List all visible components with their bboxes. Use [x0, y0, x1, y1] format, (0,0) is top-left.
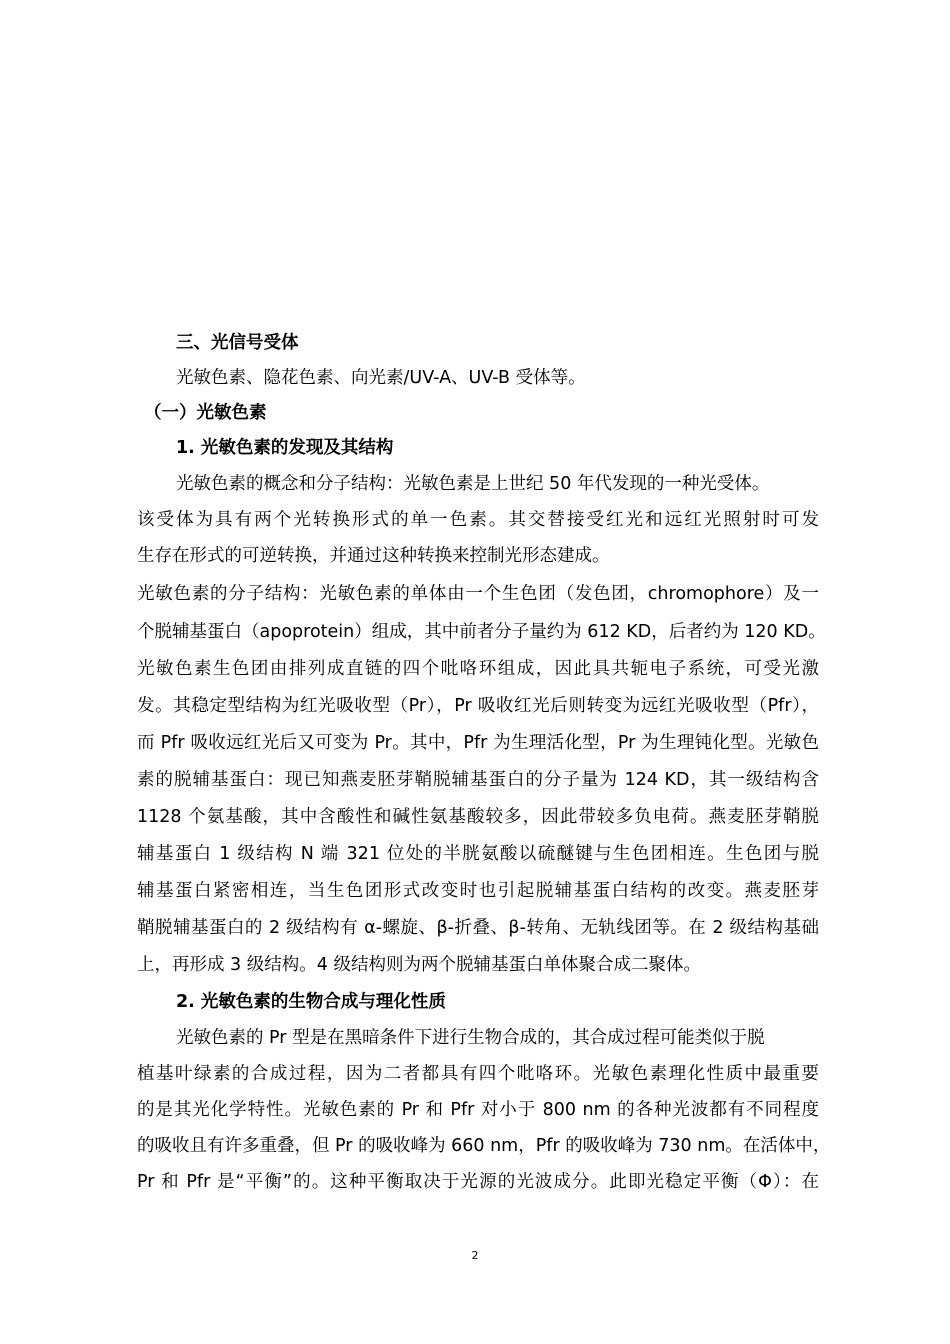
paragraph-line: 光敏色素的 Pr 型是在黑暗条件下进行生物合成的，其合成过程可能类似于脱: [176, 1028, 765, 1048]
heading-biosynthesis-properties: 2. 光敏色素的生物合成与理化性质: [176, 992, 446, 1012]
subsection-heading: （一）光敏色素: [144, 403, 267, 423]
paragraph-line: 1128 个氨基酸，其中含酸性和碱性氨基酸较多，因此带较多负电荷。燕麦胚芽鞘脱: [137, 807, 819, 827]
heading-discovery-structure: 1. 光敏色素的发现及其结构: [176, 438, 394, 458]
paragraph-line: Pr 和 Pfr 是“平衡”的。这种平衡取决于光源的光波成分。此即光稳定平衡（Φ）：在: [137, 1172, 819, 1192]
paragraph-line: 辅基蛋白 1 级结构 N 端 321 位处的半胱氨酸以硫醚键与生色团相连。生色团与脱: [137, 844, 819, 864]
paragraph-line: 光敏色素的分子结构：光敏色素的单体由一个生色团（发色团，chromophore）及一: [137, 584, 819, 604]
paragraph-line: 素的脱辅基蛋白：现已知燕麦胚芽鞘脱辅基蛋白的分子量为 124 KD，其一级结构含: [137, 770, 819, 790]
paragraph-line: 发。其稳定型结构为红光吸收型（Pr），Pr 吸收红光后则转变为远红光吸收型（Pfr），: [137, 696, 819, 716]
intro-text: 光敏色素、隐花色素、向光素/UV-A、UV-B 受体等。: [176, 368, 586, 388]
page-number: 2: [471, 1249, 479, 1262]
paragraph-line: 鞘脱辅基蛋白的 2 级结构有 α-螺旋、β-折叠、β-转角、无轨线团等。在 2 级结构基础: [137, 918, 819, 938]
paragraph-line: 的吸收且有许多重叠，但 Pr 的吸收峰为 660 nm，Pfr 的吸收峰为 730 nm。在活体中，: [137, 1136, 831, 1156]
paragraph-line: 而 Pfr 吸收远红光后又可变为 Pr。其中，Pfr 为生理活化型，Pr 为生理钝化型。光敏色: [137, 733, 819, 753]
paragraph-line: 光敏色素生色团由排列成直链的四个吡咯环组成，因此具共轭电子系统，可受光激: [137, 659, 819, 679]
paragraph-line: 辅基蛋白紧密相连，当生色团形式改变时也引起脱辅基蛋白结构的改变。燕麦胚芽: [137, 881, 819, 901]
paragraph-line: 的是其光化学特性。光敏色素的 Pr 和 Pfr 对小于 800 nm 的各种光波都有不同程度: [137, 1100, 819, 1120]
paragraph-line: 个脱辅基蛋白（apoprotein）组成，其中前者分子量约为 612 KD，后者约为 120 KD。: [137, 622, 826, 642]
paragraph-line: 光敏色素的概念和分子结构：光敏色素是上世纪 50 年代发现的一种光受体。: [176, 474, 770, 494]
paragraph-line: 生存在形式的可逆转换，并通过这种转换来控制光形态建成。: [137, 546, 610, 566]
paragraph-line: 上，再形成 3 级结构。4 级结构则为两个脱辅基蛋白单体聚合成二聚体。: [137, 955, 701, 975]
paragraph-line: 该受体为具有两个光转换形式的单一色素。其交替接受红光和远红光照射时可发: [137, 510, 819, 530]
section-heading: 三、光信号受体: [176, 333, 299, 353]
paragraph-line: 植基叶绿素的合成过程，因为二者都具有四个吡咯环。光敏色素理化性质中最重要: [137, 1064, 819, 1084]
